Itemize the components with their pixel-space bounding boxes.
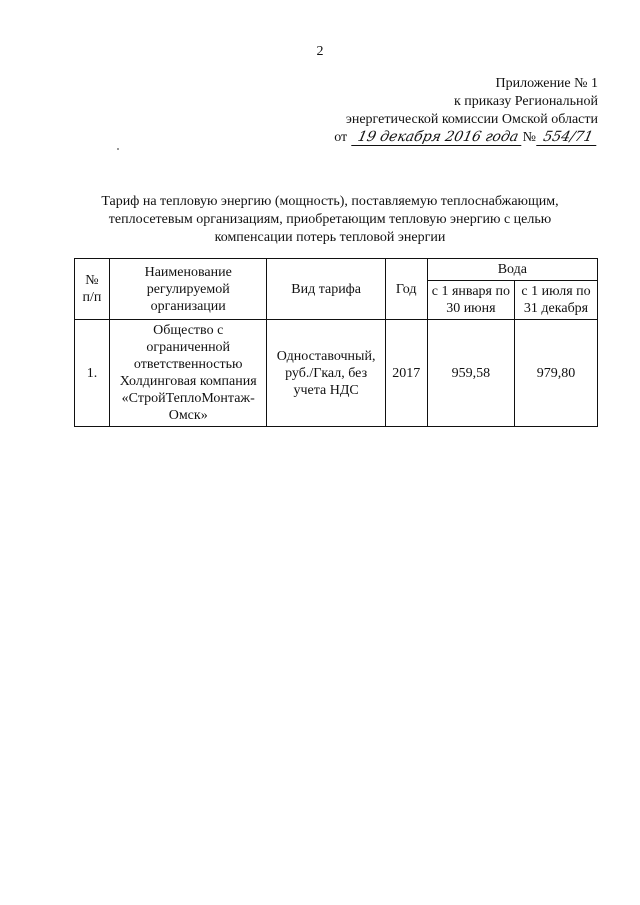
header-water: Вода [427,259,597,281]
cell-org: Общество с ограниченной ответственностью Холдинговая компания «СтройТеплоМонтаж-Омск» [109,320,267,427]
cell-period-1: 959,58 [427,320,514,427]
tariff-table [74,258,598,427]
cell-period-2: 979,80 [515,320,598,427]
title-line-3: компенсации потерь тепловой энергии [214,230,446,245]
header-period-1: с 1 января по 30 июня [427,281,514,320]
table-row [75,320,598,427]
handwritten-number: 554/71 [536,129,600,146]
appendix-title: Приложение № 1 [495,76,598,91]
header-type: Вид тарифа [267,259,385,320]
header-row-1 [75,259,598,281]
handwritten-date: 19 декабря 2016 года [351,129,525,146]
header-num: № п/п [75,259,110,320]
appendix-block [334,75,598,147]
title-line-2: теплосетевым организациям, приобретающим тепловую энергию с целью [108,212,552,227]
appendix-commission: энергетической комиссии Омской области [345,112,598,127]
document-title [60,193,600,247]
header-org: Наименование регулируемой организации [109,259,267,320]
header-period-2: с 1 июля по 31 декабря [515,281,598,320]
page-number: 2 [316,44,324,59]
cell-num: 1. [75,320,110,427]
cell-type: Одноставочный, руб./Гкал, без учета НДС [267,320,385,427]
cell-year: 2017 [385,320,427,427]
appendix-order-ref: к приказу Региональной [453,94,598,109]
title-line-1: Тариф на тепловую энергию (мощность), поставляемую теплоснабжающим, [101,194,559,209]
header-year: Год [385,259,427,320]
from-label: от [334,130,348,145]
appendix-date-line [334,129,598,147]
scan-speck [117,148,119,150]
number-label: № [522,130,536,145]
